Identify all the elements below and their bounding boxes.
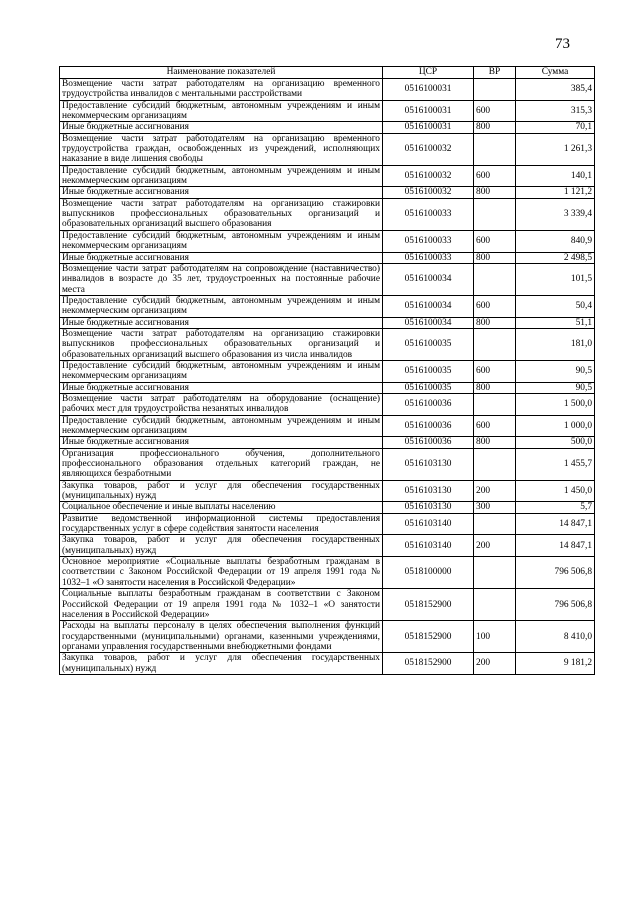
row-sum: 385,4 (516, 79, 595, 101)
row-code: 0516100032 (383, 165, 474, 187)
row-name: Возмещение части затрат работодателям на сопровождение (наставничество) инвалидов в возрасте до 35 лет, трудоустроенных на постоянные рабочие места (60, 263, 383, 295)
table-row (60, 437, 595, 448)
row-name: Предоставление субсидий бюджетным, автономным учреждениям и иным некоммерческим организациям (60, 295, 383, 317)
row-vr: 200 (474, 535, 516, 557)
row-sum: 14 847,1 (516, 535, 595, 557)
row-code: 0516100032 (383, 133, 474, 165)
table-row (60, 557, 595, 589)
row-vr (474, 393, 516, 415)
row-sum: 90,5 (516, 382, 595, 393)
table-row (60, 263, 595, 295)
row-vr: 600 (474, 230, 516, 252)
row-code: 0516100034 (383, 263, 474, 295)
row-vr (474, 79, 516, 101)
row-vr: 800 (474, 122, 516, 133)
row-name: Основное мероприятие «Социальные выплаты безработным гражданам в соответствии с Законом Российской Федерации от 19 апреля 1991 года № 1032–1 «О занятости населения в Российской Федерации» (60, 557, 383, 589)
row-name: Развитие ведомственной информационной системы предоставления государственных услуг в сфере содействия занятости населения (60, 513, 383, 535)
table-row (60, 621, 595, 653)
row-code: 0516100032 (383, 187, 474, 198)
row-code: 0516100035 (383, 360, 474, 382)
row-sum: 90,5 (516, 360, 595, 382)
header-code: ЦСР (383, 67, 474, 79)
table-row (60, 295, 595, 317)
header-vr: ВР (474, 67, 516, 79)
table-body (60, 79, 595, 675)
row-code: 0516100034 (383, 295, 474, 317)
table-row (60, 317, 595, 328)
row-sum: 101,5 (516, 263, 595, 295)
table-row (60, 415, 595, 437)
row-sum: 796 506,8 (516, 589, 595, 621)
table-row (60, 328, 595, 360)
table-row (60, 360, 595, 382)
row-code: 0516103140 (383, 513, 474, 535)
row-code: 0518152900 (383, 653, 474, 675)
table-row (60, 589, 595, 621)
row-code: 0516103140 (383, 535, 474, 557)
row-sum: 1 121,2 (516, 187, 595, 198)
table-row (60, 100, 595, 122)
row-vr: 600 (474, 100, 516, 122)
row-vr: 100 (474, 621, 516, 653)
row-vr: 300 (474, 502, 516, 513)
row-sum: 140,1 (516, 165, 595, 187)
row-name: Предоставление субсидий бюджетным, автономным учреждениям и иным некоммерческим организациям (60, 100, 383, 122)
row-vr: 200 (474, 480, 516, 502)
row-name: Возмещение части затрат работодателям на организацию временного трудоустройства инвалидов с ментальными расстройствами (60, 79, 383, 101)
row-vr (474, 589, 516, 621)
table-row (60, 122, 595, 133)
row-sum: 1 000,0 (516, 415, 595, 437)
row-vr (474, 448, 516, 480)
row-code: 0516100036 (383, 393, 474, 415)
row-name: Иные бюджетные ассигнования (60, 252, 383, 263)
row-sum: 8 410,0 (516, 621, 595, 653)
row-code: 0516103130 (383, 480, 474, 502)
row-name: Иные бюджетные ассигнования (60, 187, 383, 198)
row-sum: 500,0 (516, 437, 595, 448)
table-row (60, 187, 595, 198)
row-sum: 70,1 (516, 122, 595, 133)
header-sum: Сумма (516, 67, 595, 79)
row-code: 0516100035 (383, 328, 474, 360)
row-code: 0516100036 (383, 437, 474, 448)
row-name: Возмещение части затрат работодателям на организацию стажировки выпускников профессиональных образовательных организаций и образовательных организаций высшего образования из числа инвалидов (60, 328, 383, 360)
row-sum: 181,0 (516, 328, 595, 360)
row-code: 0516100034 (383, 317, 474, 328)
table-row (60, 165, 595, 187)
row-vr (474, 557, 516, 589)
row-name: Закупка товаров, работ и услуг для обеспечения государственных (муниципальных) нужд (60, 535, 383, 557)
table-row (60, 382, 595, 393)
table-row (60, 230, 595, 252)
row-code: 0516100033 (383, 230, 474, 252)
header-name: Наименование показателей (60, 67, 383, 79)
row-code: 0516100035 (383, 382, 474, 393)
row-code: 0516103130 (383, 502, 474, 513)
row-name: Возмещение части затрат работодателям на организацию стажировки выпускников профессиональных образовательных организаций и образовательных организаций высшего образования (60, 198, 383, 230)
row-name: Возмещение части затрат работодателям на оборудование (оснащение) рабочих мест для трудоустройства незанятых инвалидов (60, 393, 383, 415)
row-name: Социальные выплаты безработным гражданам в соответствии с Законом Российской Федерации от 19 апреля 1991 года № 1032–1 «О занятости населения в Российской Федерации» (60, 589, 383, 621)
row-vr: 600 (474, 295, 516, 317)
budget-table (59, 66, 595, 675)
row-code: 0516103130 (383, 448, 474, 480)
row-name: Закупка товаров, работ и услуг для обеспечения государственных (муниципальных) нужд (60, 653, 383, 675)
row-sum: 315,3 (516, 100, 595, 122)
row-code: 0516100036 (383, 415, 474, 437)
row-code: 0516100031 (383, 100, 474, 122)
row-vr (474, 328, 516, 360)
row-sum: 14 847,1 (516, 513, 595, 535)
row-name: Предоставление субсидий бюджетным, автономным учреждениям и иным некоммерческим организациям (60, 415, 383, 437)
row-sum: 1 450,0 (516, 480, 595, 502)
row-name: Иные бюджетные ассигнования (60, 317, 383, 328)
row-sum: 9 181,2 (516, 653, 595, 675)
table-row (60, 502, 595, 513)
page-number: 73 (555, 36, 570, 52)
row-sum: 840,9 (516, 230, 595, 252)
row-vr: 800 (474, 437, 516, 448)
table-row (60, 480, 595, 502)
table-header-row (60, 67, 595, 79)
row-vr (474, 133, 516, 165)
table-row (60, 535, 595, 557)
row-name: Закупка товаров, работ и услуг для обеспечения государственных (муниципальных) нужд (60, 480, 383, 502)
row-name: Предоставление субсидий бюджетным, автономным учреждениям и иным некоммерческим организациям (60, 230, 383, 252)
row-code: 0518152900 (383, 621, 474, 653)
row-name: Социальное обеспечение и иные выплаты населению (60, 502, 383, 513)
row-vr (474, 263, 516, 295)
row-code: 0516100033 (383, 252, 474, 263)
row-sum: 1 455,7 (516, 448, 595, 480)
row-code: 0518152900 (383, 589, 474, 621)
row-name: Иные бюджетные ассигнования (60, 122, 383, 133)
row-name: Предоставление субсидий бюджетным, автономным учреждениям и иным некоммерческим организациям (60, 360, 383, 382)
row-vr: 800 (474, 187, 516, 198)
row-sum: 1 500,0 (516, 393, 595, 415)
table-row (60, 133, 595, 165)
row-vr: 800 (474, 382, 516, 393)
row-vr: 600 (474, 165, 516, 187)
row-sum: 2 498,5 (516, 252, 595, 263)
row-code: 0516100031 (383, 122, 474, 133)
row-sum: 51,1 (516, 317, 595, 328)
table-row (60, 79, 595, 101)
row-vr: 200 (474, 653, 516, 675)
table-row (60, 252, 595, 263)
table-row (60, 448, 595, 480)
table-row (60, 393, 595, 415)
row-name: Иные бюджетные ассигнования (60, 382, 383, 393)
row-sum: 1 261,3 (516, 133, 595, 165)
row-vr: 800 (474, 317, 516, 328)
row-sum: 5,7 (516, 502, 595, 513)
row-name: Организация профессионального обучения, дополнительного профессионального образования отдельных категорий граждан, не являющихся безработными (60, 448, 383, 480)
row-vr (474, 513, 516, 535)
row-code: 0516100031 (383, 79, 474, 101)
row-code: 0516100033 (383, 198, 474, 230)
table-row (60, 198, 595, 230)
row-vr (474, 198, 516, 230)
row-name: Предоставление субсидий бюджетным, автономным учреждениям и иным некоммерческим организациям (60, 165, 383, 187)
row-sum: 50,4 (516, 295, 595, 317)
row-code: 0518100000 (383, 557, 474, 589)
row-vr: 600 (474, 415, 516, 437)
table-row (60, 513, 595, 535)
row-sum: 3 339,4 (516, 198, 595, 230)
table-row (60, 653, 595, 675)
row-name: Возмещение части затрат работодателям на организацию временного трудоустройства граждан, освобожденных из учреждений, исполняющих наказание в виде лишения свободы (60, 133, 383, 165)
row-sum: 796 506,8 (516, 557, 595, 589)
row-name: Расходы на выплаты персоналу в целях обеспечения выполнения функций государственными (муниципальными) органами, казенными учреждениями, органами управления государственными внебюджетными фондами (60, 621, 383, 653)
row-vr: 800 (474, 252, 516, 263)
row-vr: 600 (474, 360, 516, 382)
row-name: Иные бюджетные ассигнования (60, 437, 383, 448)
